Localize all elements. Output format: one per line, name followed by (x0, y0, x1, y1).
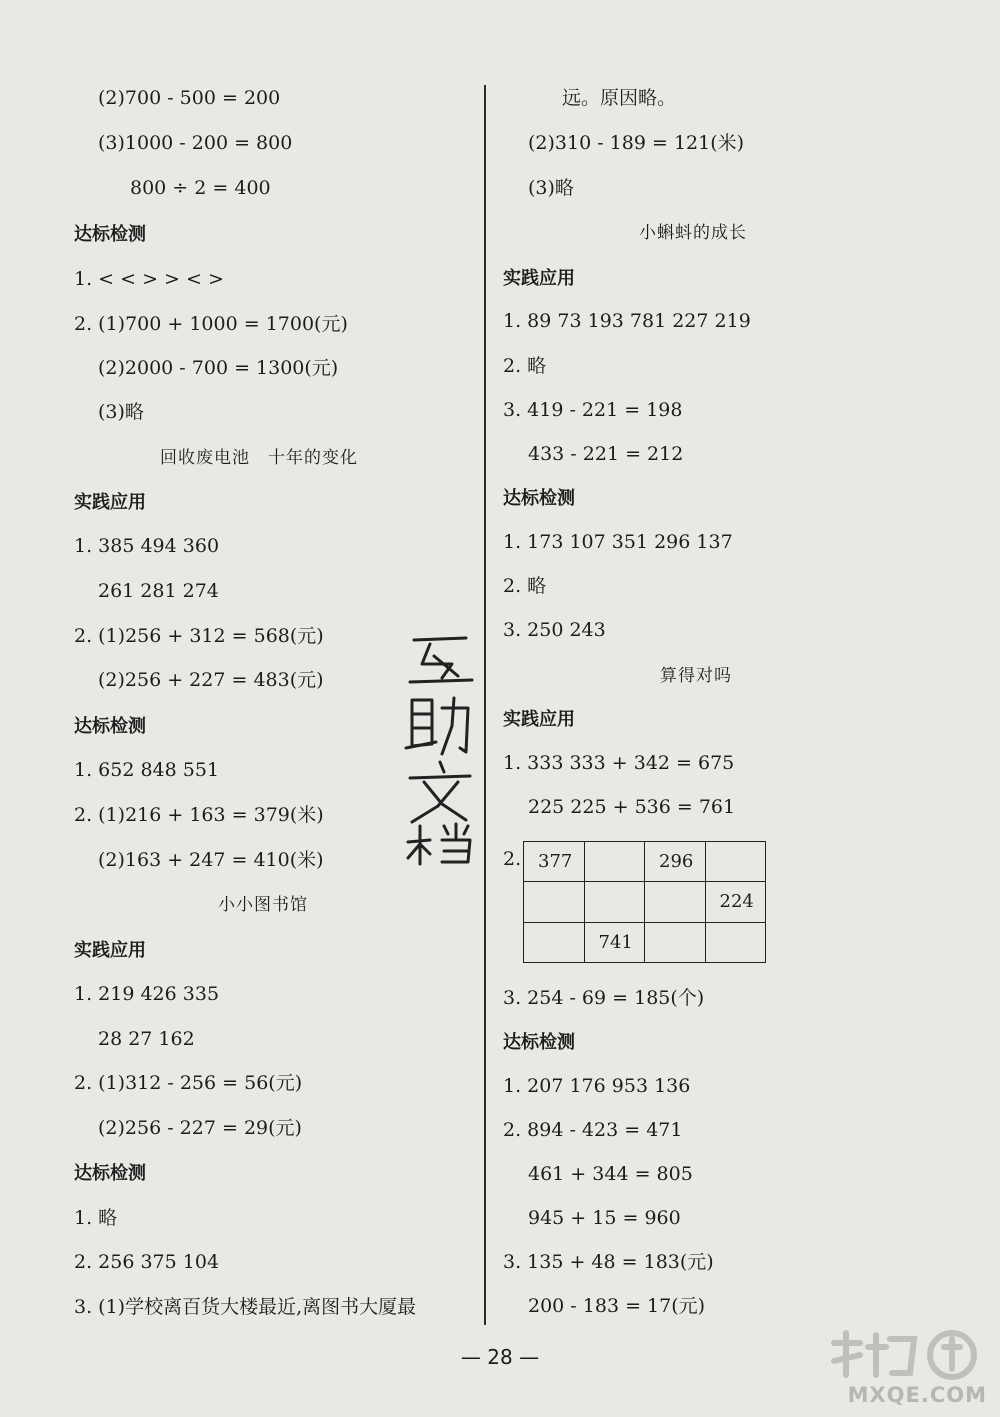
answer-line: 远。原因略。 (562, 87, 677, 109)
grid-cell: 741 (584, 922, 645, 962)
answer-line: (2)2000 - 700 = 1300(元) (98, 357, 339, 379)
lesson-title: 小蝌蚪的成长 (639, 223, 747, 243)
answer-line: 1. 89 73 193 781 227 219 (503, 310, 751, 332)
answer-line: (2)163 + 247 = 410(米) (98, 849, 324, 871)
answer-line: 1. < < > > < > (74, 268, 224, 290)
answer-line: 461 + 344 = 805 (528, 1163, 693, 1185)
answer-line: 1. 173 107 351 296 137 (503, 531, 733, 553)
answer-line: 1. 219 426 335 (74, 983, 220, 1005)
answer-line: 2. (1)256 + 312 = 568(元) (74, 625, 324, 647)
answer-line: (3)1000 - 200 = 800 (98, 132, 293, 154)
watermark-logo (820, 1325, 995, 1413)
answer-line: 800 ÷ 2 = 400 (130, 177, 271, 199)
section-heading: 达标检测 (503, 1032, 575, 1053)
answer-line: 3. (1)学校离百货大楼最近,离图书大厦最 (74, 1296, 417, 1318)
grid-row (524, 842, 766, 882)
grid-cell (645, 882, 706, 922)
answer-line: 3. 250 243 (503, 619, 606, 641)
answer-line: (3)略 (98, 401, 144, 423)
answer-line: 2. (1)216 + 163 = 379(米) (74, 804, 324, 826)
answer-line: 225 225 + 536 = 761 (528, 796, 736, 818)
answer-line: 3. 135 + 48 = 183(元) (503, 1251, 714, 1273)
answer-line: 433 - 221 = 212 (528, 443, 684, 465)
answer-line: 2. (1)700 + 1000 = 1700(元) (74, 313, 348, 335)
section-heading: 达标检测 (74, 1163, 146, 1184)
column-divider (484, 85, 486, 1325)
answer-line: 3. 419 - 221 = 198 (503, 399, 683, 421)
section-heading: 实践应用 (74, 940, 146, 961)
answer-line: (2)256 + 227 = 483(元) (98, 669, 324, 691)
answer-line: 28 27 162 (98, 1028, 195, 1050)
watermark-text: MXQE.COM (847, 1383, 987, 1407)
answer-line: 2. (503, 848, 522, 870)
answer-line: 2. 略 (503, 575, 547, 597)
answer-line: 2. 略 (503, 355, 547, 377)
grid-cell: 377 (524, 842, 585, 882)
section-heading: 达标检测 (503, 488, 575, 509)
answer-line: 200 - 183 = 17(元) (528, 1295, 706, 1317)
lesson-title: 回收废电池 十年的变化 (160, 448, 358, 468)
grid-cell (524, 882, 585, 922)
section-heading: 达标检测 (74, 716, 146, 737)
answer-line: 1. 207 176 953 136 (503, 1075, 691, 1097)
answer-line: 2. 256 375 104 (74, 1251, 220, 1273)
grid-row (524, 922, 766, 962)
grid-cell (705, 842, 766, 882)
grid-row (524, 882, 766, 922)
grid-cell (524, 922, 585, 962)
grid-cell (584, 882, 645, 922)
section-heading: 达标检测 (74, 224, 146, 245)
answer-line: 3. 254 - 69 = 185(个) (503, 987, 705, 1009)
page-number: — 28 — (460, 1345, 540, 1369)
section-heading: 实践应用 (74, 492, 146, 513)
number-grid (523, 841, 766, 963)
answer-line: 945 + 15 = 960 (528, 1207, 681, 1229)
answer-line: 2. (1)312 - 256 = 56(元) (74, 1072, 303, 1094)
grid-cell (584, 842, 645, 882)
handwritten-annotation (402, 628, 480, 868)
section-heading: 实践应用 (503, 709, 575, 730)
answer-line: 1. 652 848 551 (74, 759, 220, 781)
grid-cell (645, 922, 706, 962)
answer-line: (2)256 - 227 = 29(元) (98, 1117, 302, 1139)
section-heading: 实践应用 (503, 268, 575, 289)
grid-cell: 224 (705, 882, 766, 922)
lesson-title: 小小图书馆 (218, 895, 308, 915)
answer-line: (2)700 - 500 = 200 (98, 87, 281, 109)
grid-cell (705, 922, 766, 962)
answer-line: 261 281 274 (98, 580, 219, 602)
answer-line: 1. 385 494 360 (74, 535, 220, 557)
lesson-title: 算得对吗 (660, 666, 732, 686)
answer-line: 2. 894 - 423 = 471 (503, 1119, 683, 1141)
answer-line: (3)略 (528, 177, 574, 199)
answer-line: 1. 略 (74, 1207, 118, 1229)
answer-line: (2)310 - 189 = 121(米) (528, 132, 745, 154)
grid-cell: 296 (645, 842, 706, 882)
answer-line: 1. 333 333 + 342 = 675 (503, 752, 735, 774)
